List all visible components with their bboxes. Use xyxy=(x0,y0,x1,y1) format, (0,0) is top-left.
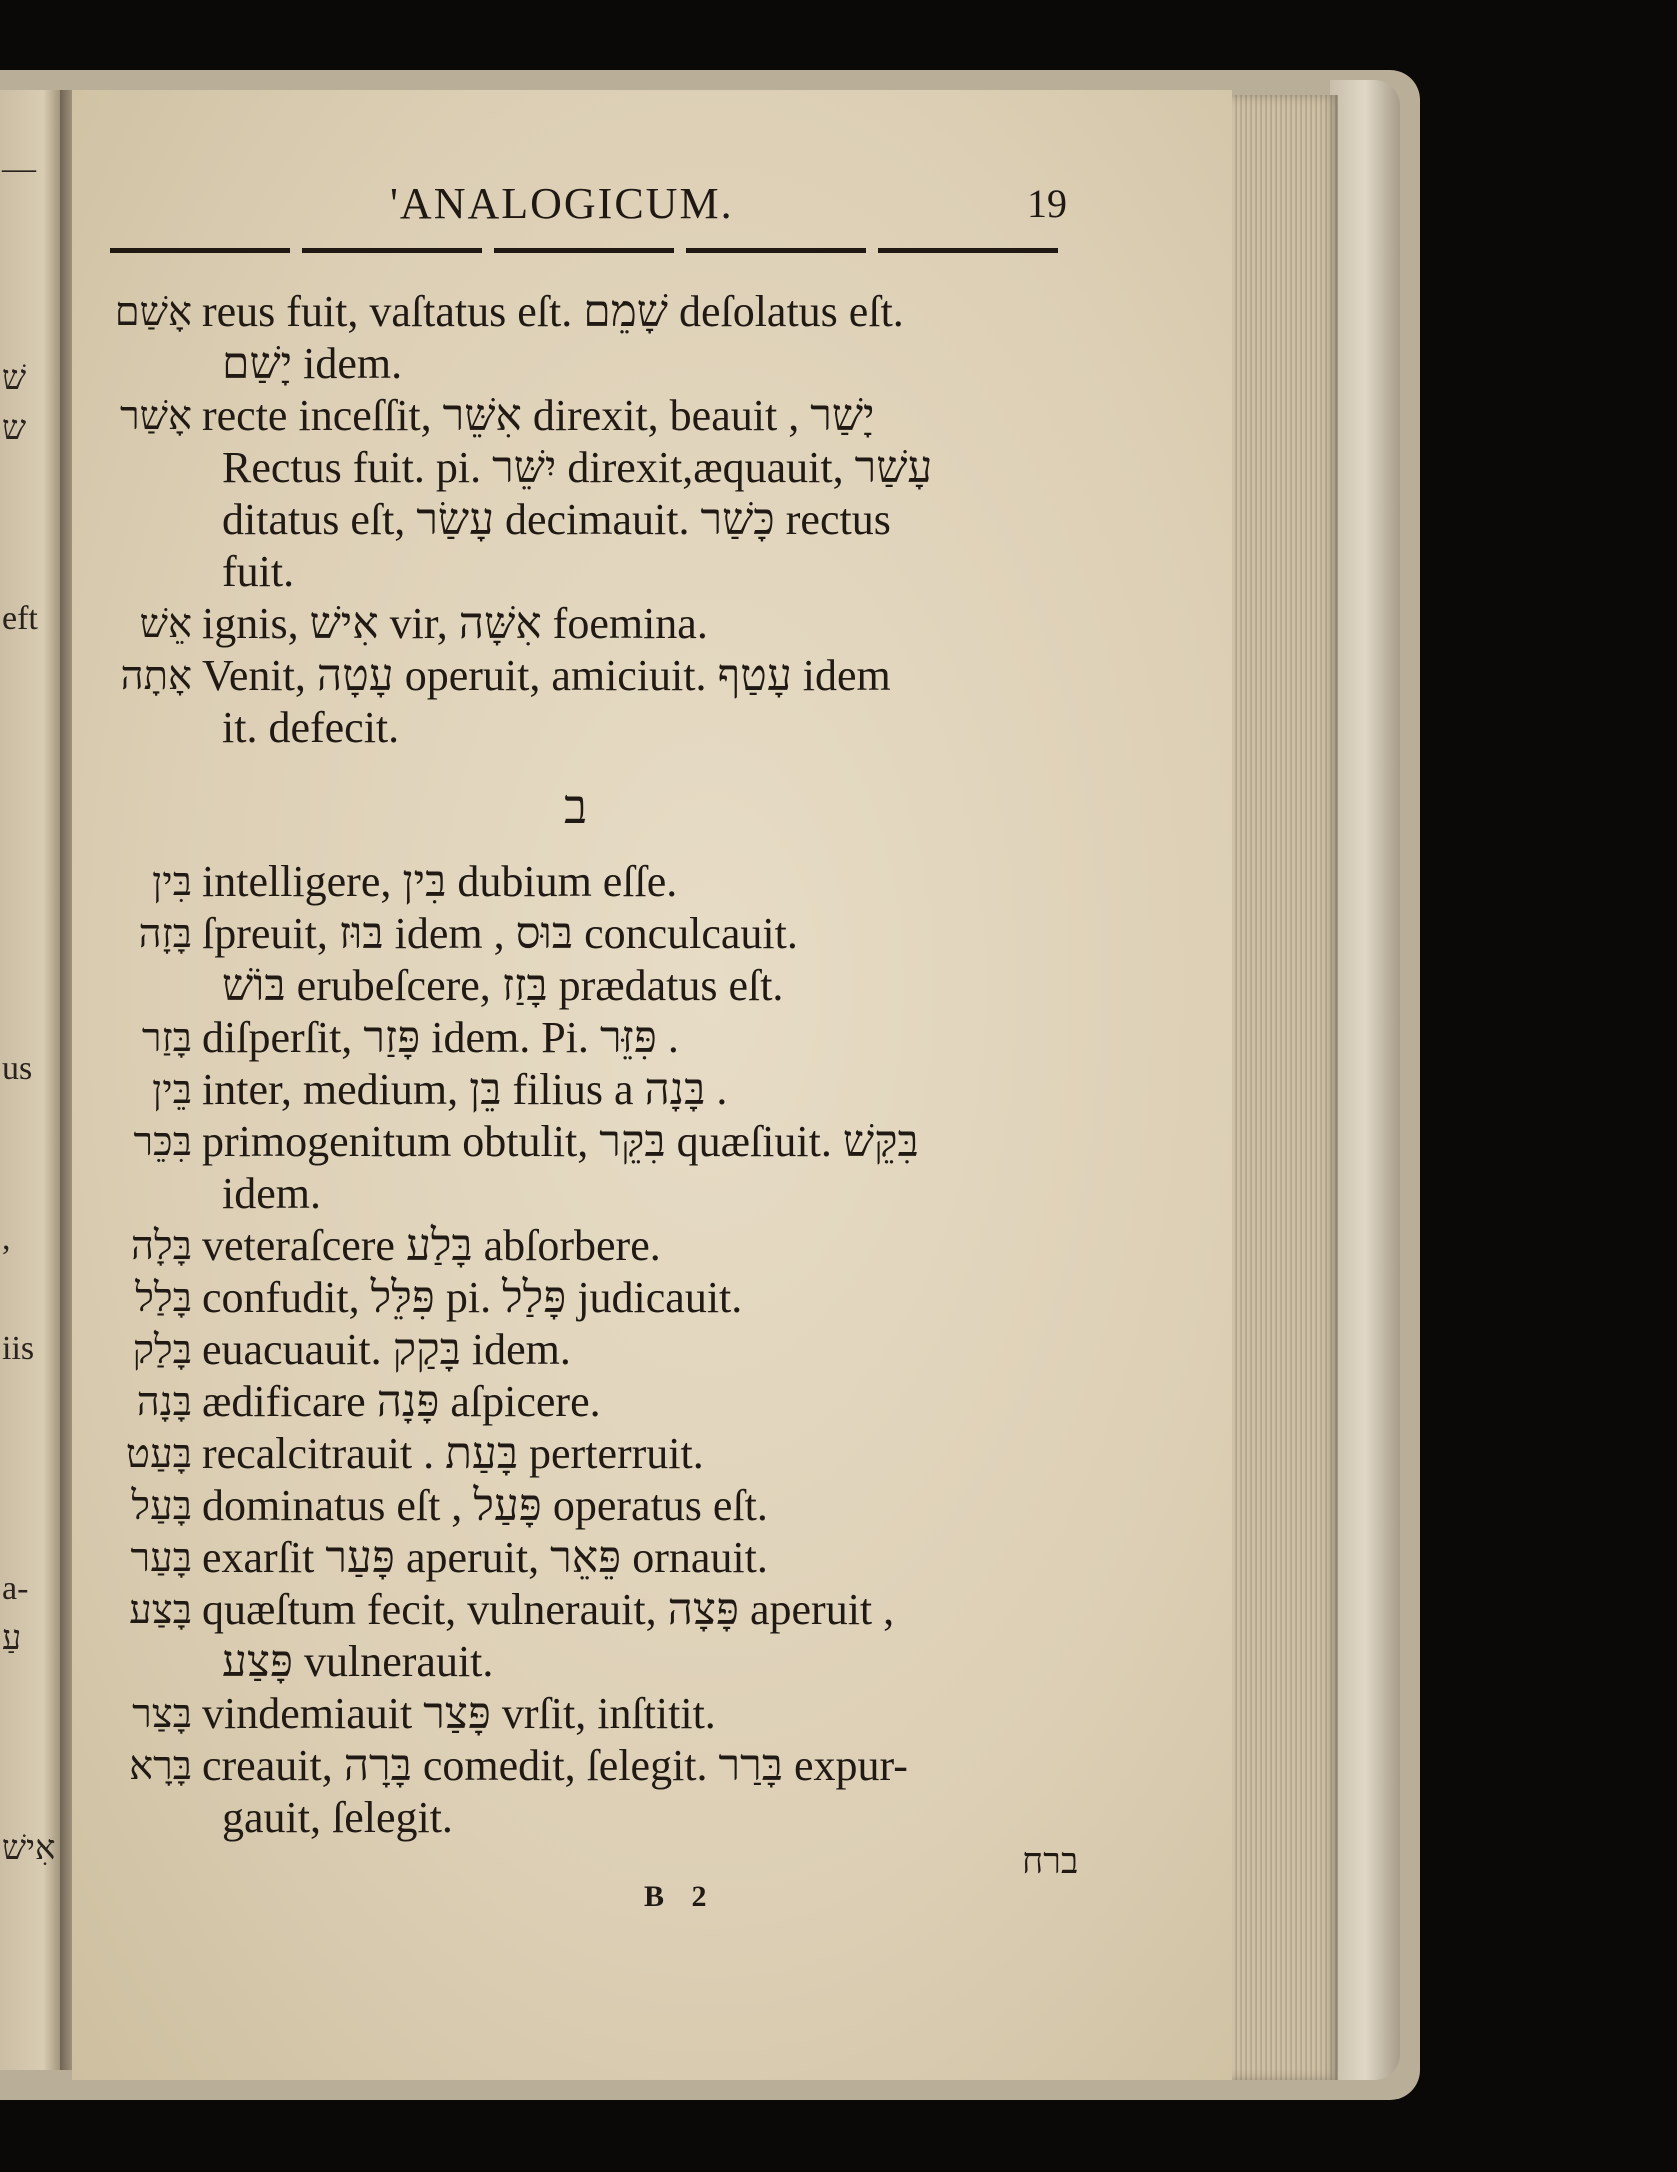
entry-a-line: recte inceſſit, אִשֵּׁר direxit, beauit , יָשַׁר xyxy=(202,391,875,440)
left-page-fragment: eft xyxy=(2,600,38,637)
left-page-fragment: ש xyxy=(2,410,27,447)
entry-b-headword: בָּעַר xyxy=(130,1535,192,1580)
entry-a-line: ignis, אִישׁ vir, אִשָּׁה foemina. xyxy=(202,599,708,648)
entry-a-line: Rectus fuit. pi. יִשֵּׁר direxit,æquauit, עָשַׁר xyxy=(222,443,933,492)
entry-b-line: פָּצַע vulnerauit. xyxy=(222,1637,494,1686)
entry-b-line: ædificare פָּנָה aſpicere. xyxy=(202,1377,601,1426)
page-number: 19 xyxy=(1027,181,1067,226)
left-page-fragment: a- xyxy=(2,1570,29,1607)
header-rule xyxy=(110,248,1060,253)
entry-b-headword: בָּלַק xyxy=(132,1327,192,1372)
entry-b-line: ſpreuit, בּוּז idem , בּוּס conculcauit. xyxy=(202,909,798,958)
signature-mark: B 2 xyxy=(644,1880,717,1913)
entry-b-line: quæſtum fecit, vulnerauit, פָּצָה aperuit , xyxy=(202,1585,895,1634)
entry-b-line: idem. xyxy=(222,1169,321,1218)
entry-b-line: intelligere, בִּין dubium eſſe. xyxy=(202,857,678,906)
entry-b-line: veteraſcere בָּלַע abſorbere. xyxy=(202,1221,661,1270)
entry-b-headword: בִּין xyxy=(152,859,192,904)
entry-b-headword: בֵּין xyxy=(152,1067,192,1112)
entry-a-headword: אָשַׁם xyxy=(114,289,192,334)
entry-b-line: dominatus eſt , פָּעַל operatus eſt. xyxy=(202,1481,768,1530)
entry-b-line: inter, medium, בֵּן filius a בָּנָה . xyxy=(202,1065,728,1114)
entry-a-headword: אֵשׁ xyxy=(139,601,192,646)
entry-a-headword: אָשַׁר xyxy=(120,393,192,438)
catchword: ברח xyxy=(1022,1841,1079,1881)
left-page-fragment: שׁ xyxy=(2,360,27,397)
left-page-fragment: אִישׁ xyxy=(2,1830,56,1867)
entry-b-line: vindemiauit פָּצַר vrſit, inſtitit. xyxy=(202,1689,716,1738)
entry-b-headword: בָּלָה xyxy=(131,1223,192,1268)
entry-b-headword: בָּרָא xyxy=(129,1743,192,1788)
entry-a-line: ditatus eſt, עָשַׂר decimauit. כָּשַׁר rectus xyxy=(222,495,891,544)
entry-b-line: exarſit פָּעַר aperuit, פֵּאֵר ornauit. xyxy=(202,1533,768,1582)
page-edges xyxy=(1218,95,1338,2080)
entry-a-headword: אָתָה xyxy=(120,653,192,698)
left-page-edge xyxy=(0,90,62,2070)
entry-b-headword: בָּנָה xyxy=(136,1379,192,1424)
entry-b-headword: בָּעַט xyxy=(125,1431,192,1476)
left-page-fragment: — xyxy=(2,150,36,187)
left-page-fragment: , xyxy=(2,1220,11,1257)
left-page-fragment: iis xyxy=(2,1330,35,1367)
entry-b-line: recalcitrauit . בָּעַת perterruit. xyxy=(202,1429,704,1478)
entry-b-headword: בָּצַע xyxy=(129,1587,192,1632)
right-page xyxy=(72,90,1232,2080)
section-letter: ב xyxy=(564,781,588,834)
entry-b-headword: בָּזַר xyxy=(141,1015,192,1060)
entry-b-headword: בָּזָה xyxy=(138,911,192,956)
entry-a-line: it. defecit. xyxy=(222,703,400,752)
left-page-fragment: עַ xyxy=(2,1620,22,1657)
entry-b-line: בּוֹשׁ erubeſcere, בָּזַז prædatus eſt. xyxy=(222,961,784,1010)
entry-b-headword: בָּעַל xyxy=(131,1483,192,1528)
cover-edge xyxy=(1330,80,1400,2080)
entry-b-line: confudit, פִּלֵּל pi. פָּלַל judicauit. xyxy=(202,1273,743,1322)
entry-b-headword: בָּצַר xyxy=(132,1691,192,1736)
entry-b-line: diſperſit, פָּזַר idem. Pi. פִּזֵּר . xyxy=(202,1013,679,1062)
entry-a-line: Venit, עָטָה operuit, amiciuit. עָטַף idem xyxy=(202,651,891,700)
entry-a-line: reus fuit, vaſtatus eſt. שָׁמֵם deſolatus eſt. xyxy=(202,287,904,336)
entry-a-line: יָשַׁם idem. xyxy=(222,339,403,388)
entry-b-line: primogenitum obtulit, בִּקֵּר quæſiuit. בִּקֵּשׁ xyxy=(202,1117,919,1166)
entry-b-headword: בָּלַל xyxy=(135,1275,192,1320)
running-title: 'ANALOGICUM. xyxy=(390,179,734,228)
entry-b-line: creauit, בָּרָה comedit, ſelegit. בָּרַר expur- xyxy=(202,1741,908,1790)
entry-b-line: gauit, ſelegit. xyxy=(222,1793,453,1842)
entry-b-headword: בִּכֵּר xyxy=(133,1119,192,1164)
entry-a-line: fuit. xyxy=(222,547,295,596)
left-page-fragment: us xyxy=(2,1050,33,1087)
entry-b-line: euacuauit. בָּקַק idem. xyxy=(202,1325,571,1374)
